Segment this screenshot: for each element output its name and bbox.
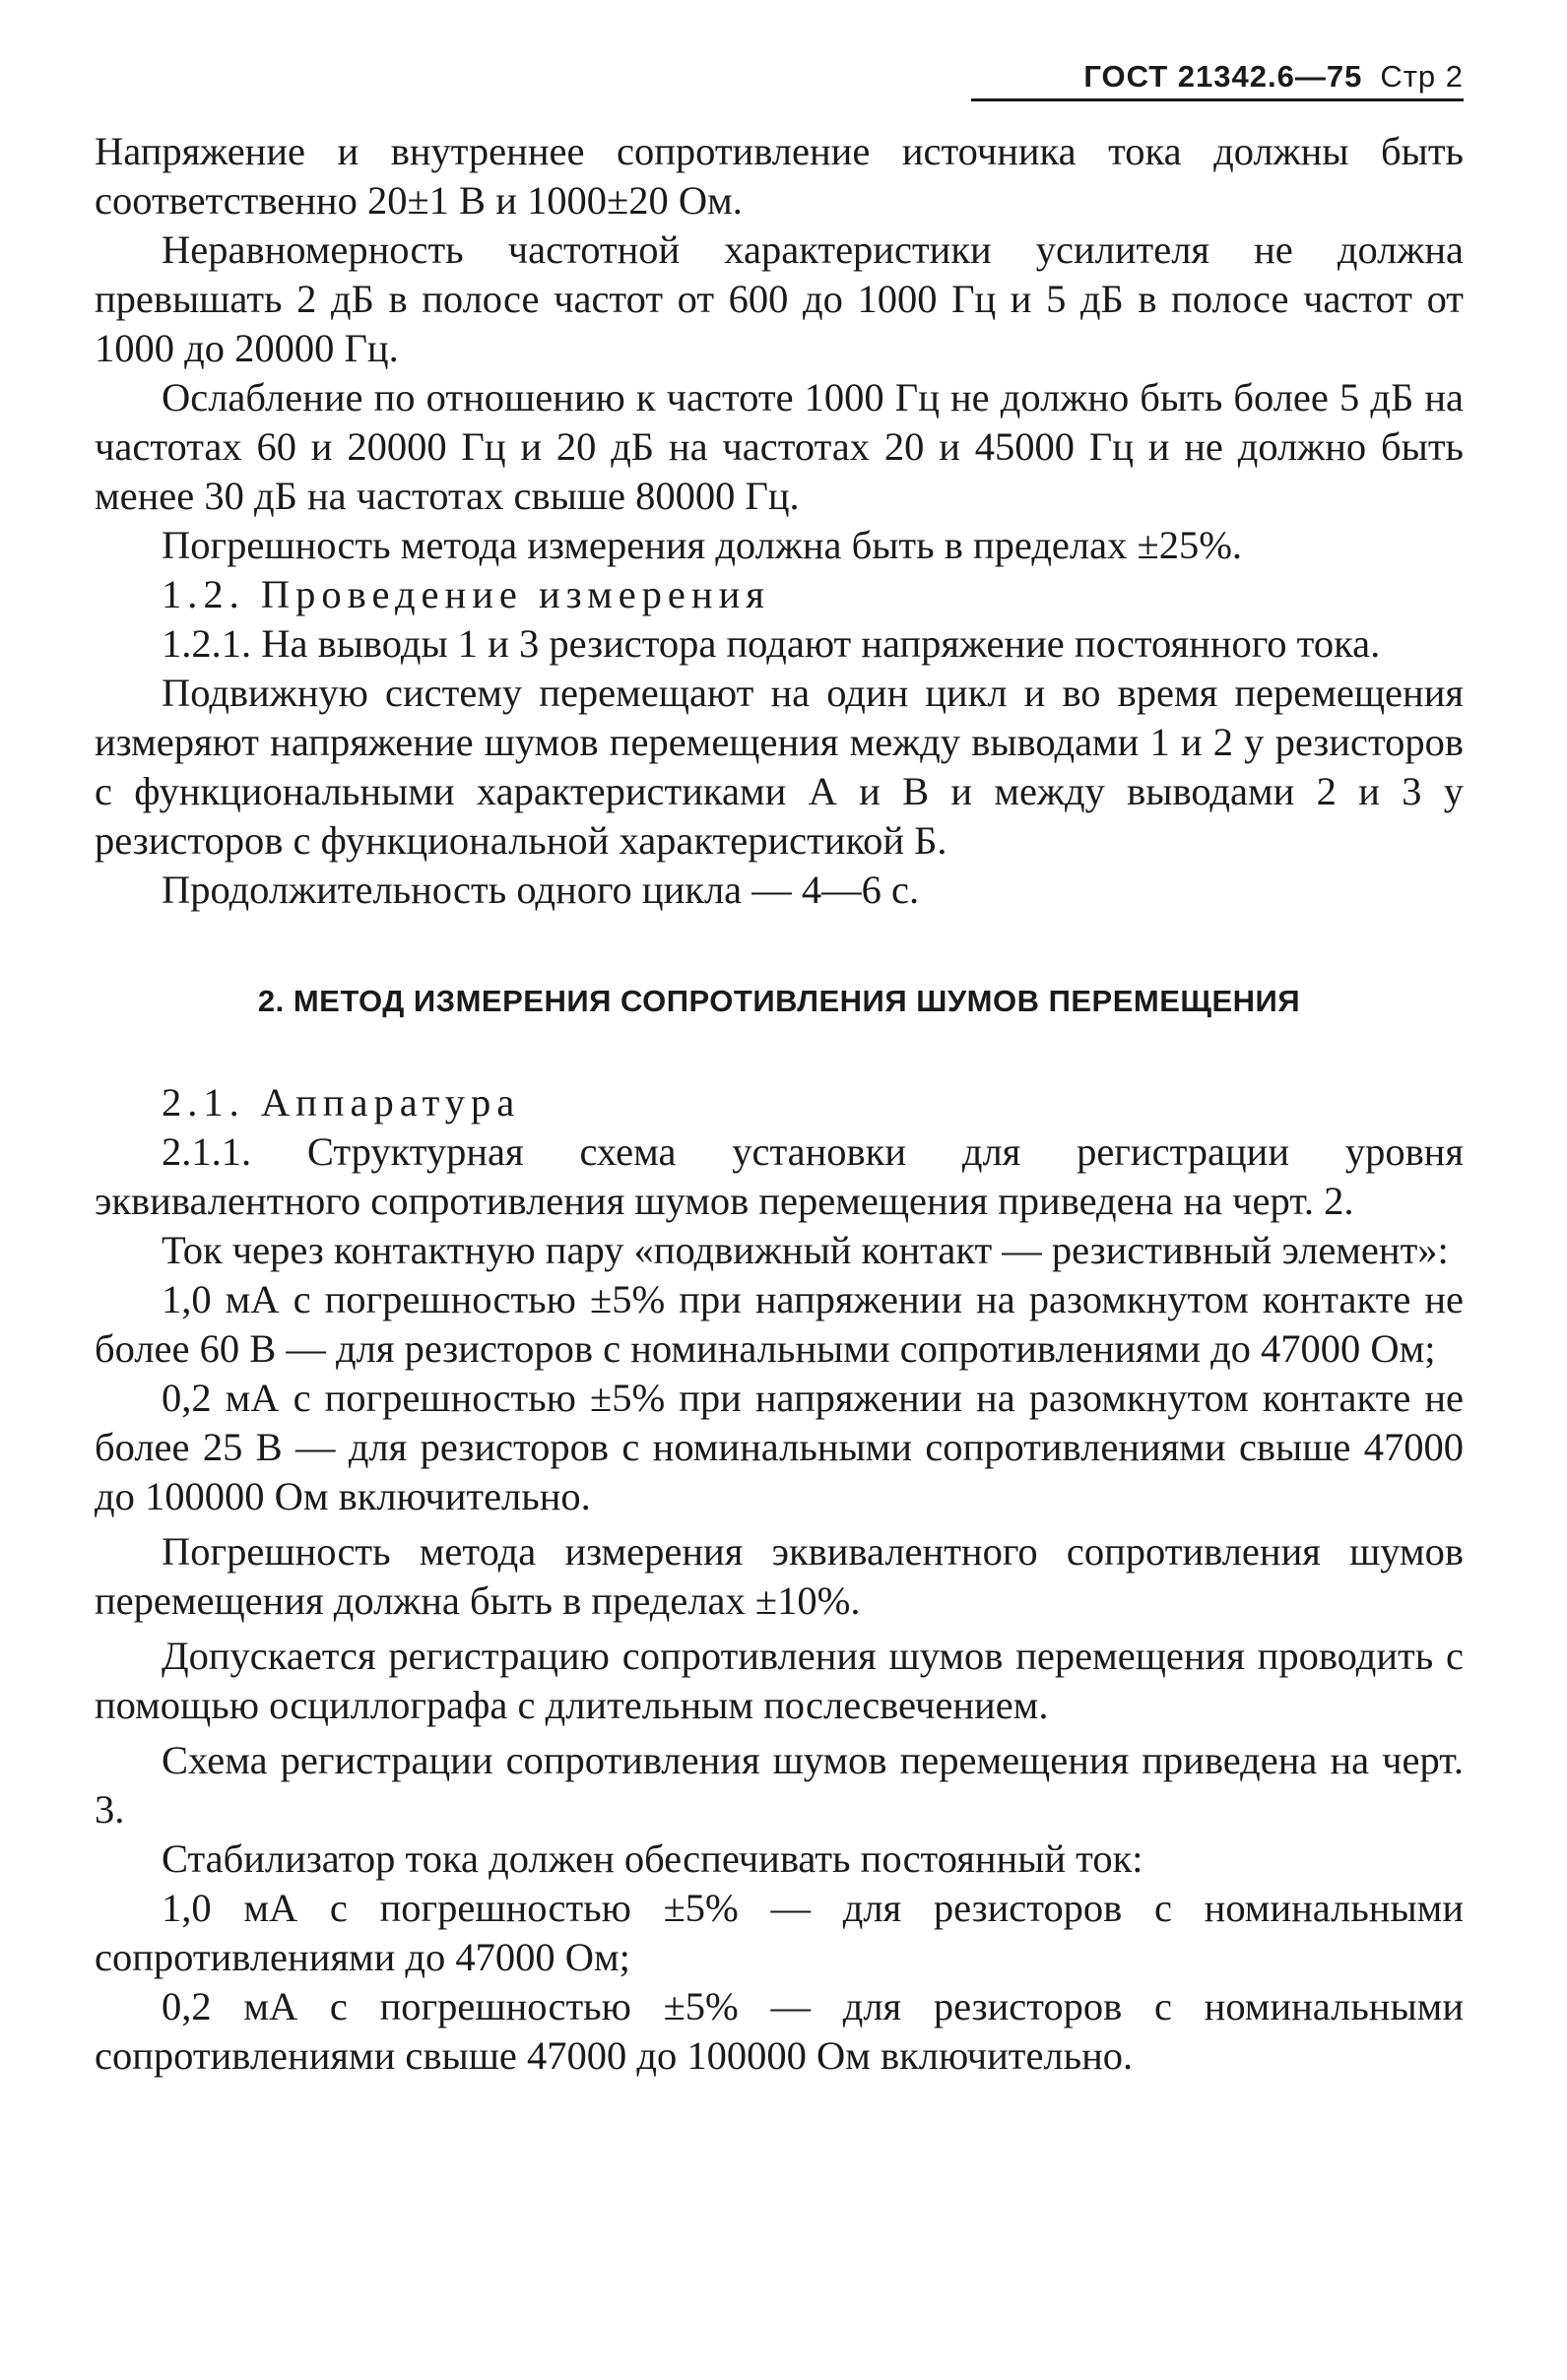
paragraph-stabilizer: Стабилизатор тока должен обеспечивать постоянный ток: xyxy=(162,1836,1143,1881)
section-2-title: 2. МЕТОД ИЗМЕРЕНИЯ СОПРОТИВЛЕНИЯ ШУМОВ ПЕРЕМЕЩЕНИЯ xyxy=(257,984,1301,1018)
page-number: Стр 2 xyxy=(1380,59,1464,94)
paragraph-source-voltage: Напряжение и внутреннее сопротивление источника тока должны быть соответственно 20±1 В и 1000±20 Ом. xyxy=(95,129,1464,223)
paragraph-2-1-1: 2.1.1. Структурная схема установки для регистрации уровня эквивалентного сопротивления шумов перемещения приведена на черт. 2. xyxy=(95,1129,1464,1223)
paragraph-error-1: Погрешность метода измерения должна быть в пределах ±25%. xyxy=(162,523,1243,567)
paragraph-1-2-1: 1.2.1. На выводы 1 и 3 резистора подают напряжение постоянного тока. xyxy=(162,621,1381,666)
paragraph-oscillograph: Допускается регистрацию сопротивления шумов перемещения проводить с помощью осциллографа с длительным послесвечением. xyxy=(95,1634,1464,1727)
paragraph-stab-1ma: 1,0 мА с погрешностью ±5% — для резисторов с номинальными сопротивлениями до 47000 Ом; xyxy=(95,1886,1464,1979)
paragraph-stab-02ma: 0,2 мА с погрешностью ±5% — для резисторов с номинальными сопротивлениями свыше 47000 до 100000 Ом включительно. xyxy=(95,1984,1464,2078)
subheading-apparatus: 2.1. Аппаратура xyxy=(162,1080,521,1125)
paragraph-scheme: Схема регистрации сопротивления шумов перемещения приведена на черт. 3. xyxy=(95,1738,1464,1832)
paragraph-attenuation: Ослабление по отношению к частоте 1000 Гц не должно быть более 5 дБ на частотах 60 и 20000 Гц и 20 дБ на частотах 20 и 45000 Гц и не должно быть менее 30 дБ на частотах свыше 80000 Гц. xyxy=(95,375,1464,518)
paragraph-moving-system: Подвижную систему перемещают на один цикл и во время перемещения измеряют напряжение шумов перемещения между выводами 1 и 2 у резисторов с функциональными характеристиками А и В и между выводами 2 и 3 у резисторов с функциональной характеристикой Б. xyxy=(95,671,1464,863)
paragraph-cycle-duration: Продолжительность одного цикла — 4—6 с. xyxy=(162,868,920,912)
paragraph-error-2: Погрешность метода измерения эквивалентного сопротивления шумов перемещения должна быть в пределах ±10%. xyxy=(95,1529,1464,1623)
paragraph-current-02ma: 0,2 мА с погрешностью ±5% при напряжении на разомкнутом контакте не более 25 В — для резисторов с номинальными сопротивлениями свыше 47000 до 100000 Ом включительно. xyxy=(95,1376,1464,1518)
paragraph-current: Ток через контактную пару «подвижный контакт — резистивный элемент»: xyxy=(162,1228,1449,1272)
document-page xyxy=(95,59,1464,2081)
standard-number: ГОСТ 21342.6—75 xyxy=(1083,59,1363,94)
paragraph-current-1ma: 1,0 мА с погрешностью ±5% при напряжении на разомкнутом контакте не более 60 В — для резисторов с номинальными сопротивлениями до 47000 Ом; xyxy=(95,1277,1464,1371)
paragraph-frequency-response: Неравномерность частотной характеристики усилителя не должна превышать 2 дБ в полосе частот от 600 до 1000 Гц и 5 дБ в полосе частот от 1000 до 20000 Гц. xyxy=(95,227,1464,370)
page-header xyxy=(971,59,1464,101)
subheading-procedure: 1.2. Проведение измерения xyxy=(162,572,770,616)
